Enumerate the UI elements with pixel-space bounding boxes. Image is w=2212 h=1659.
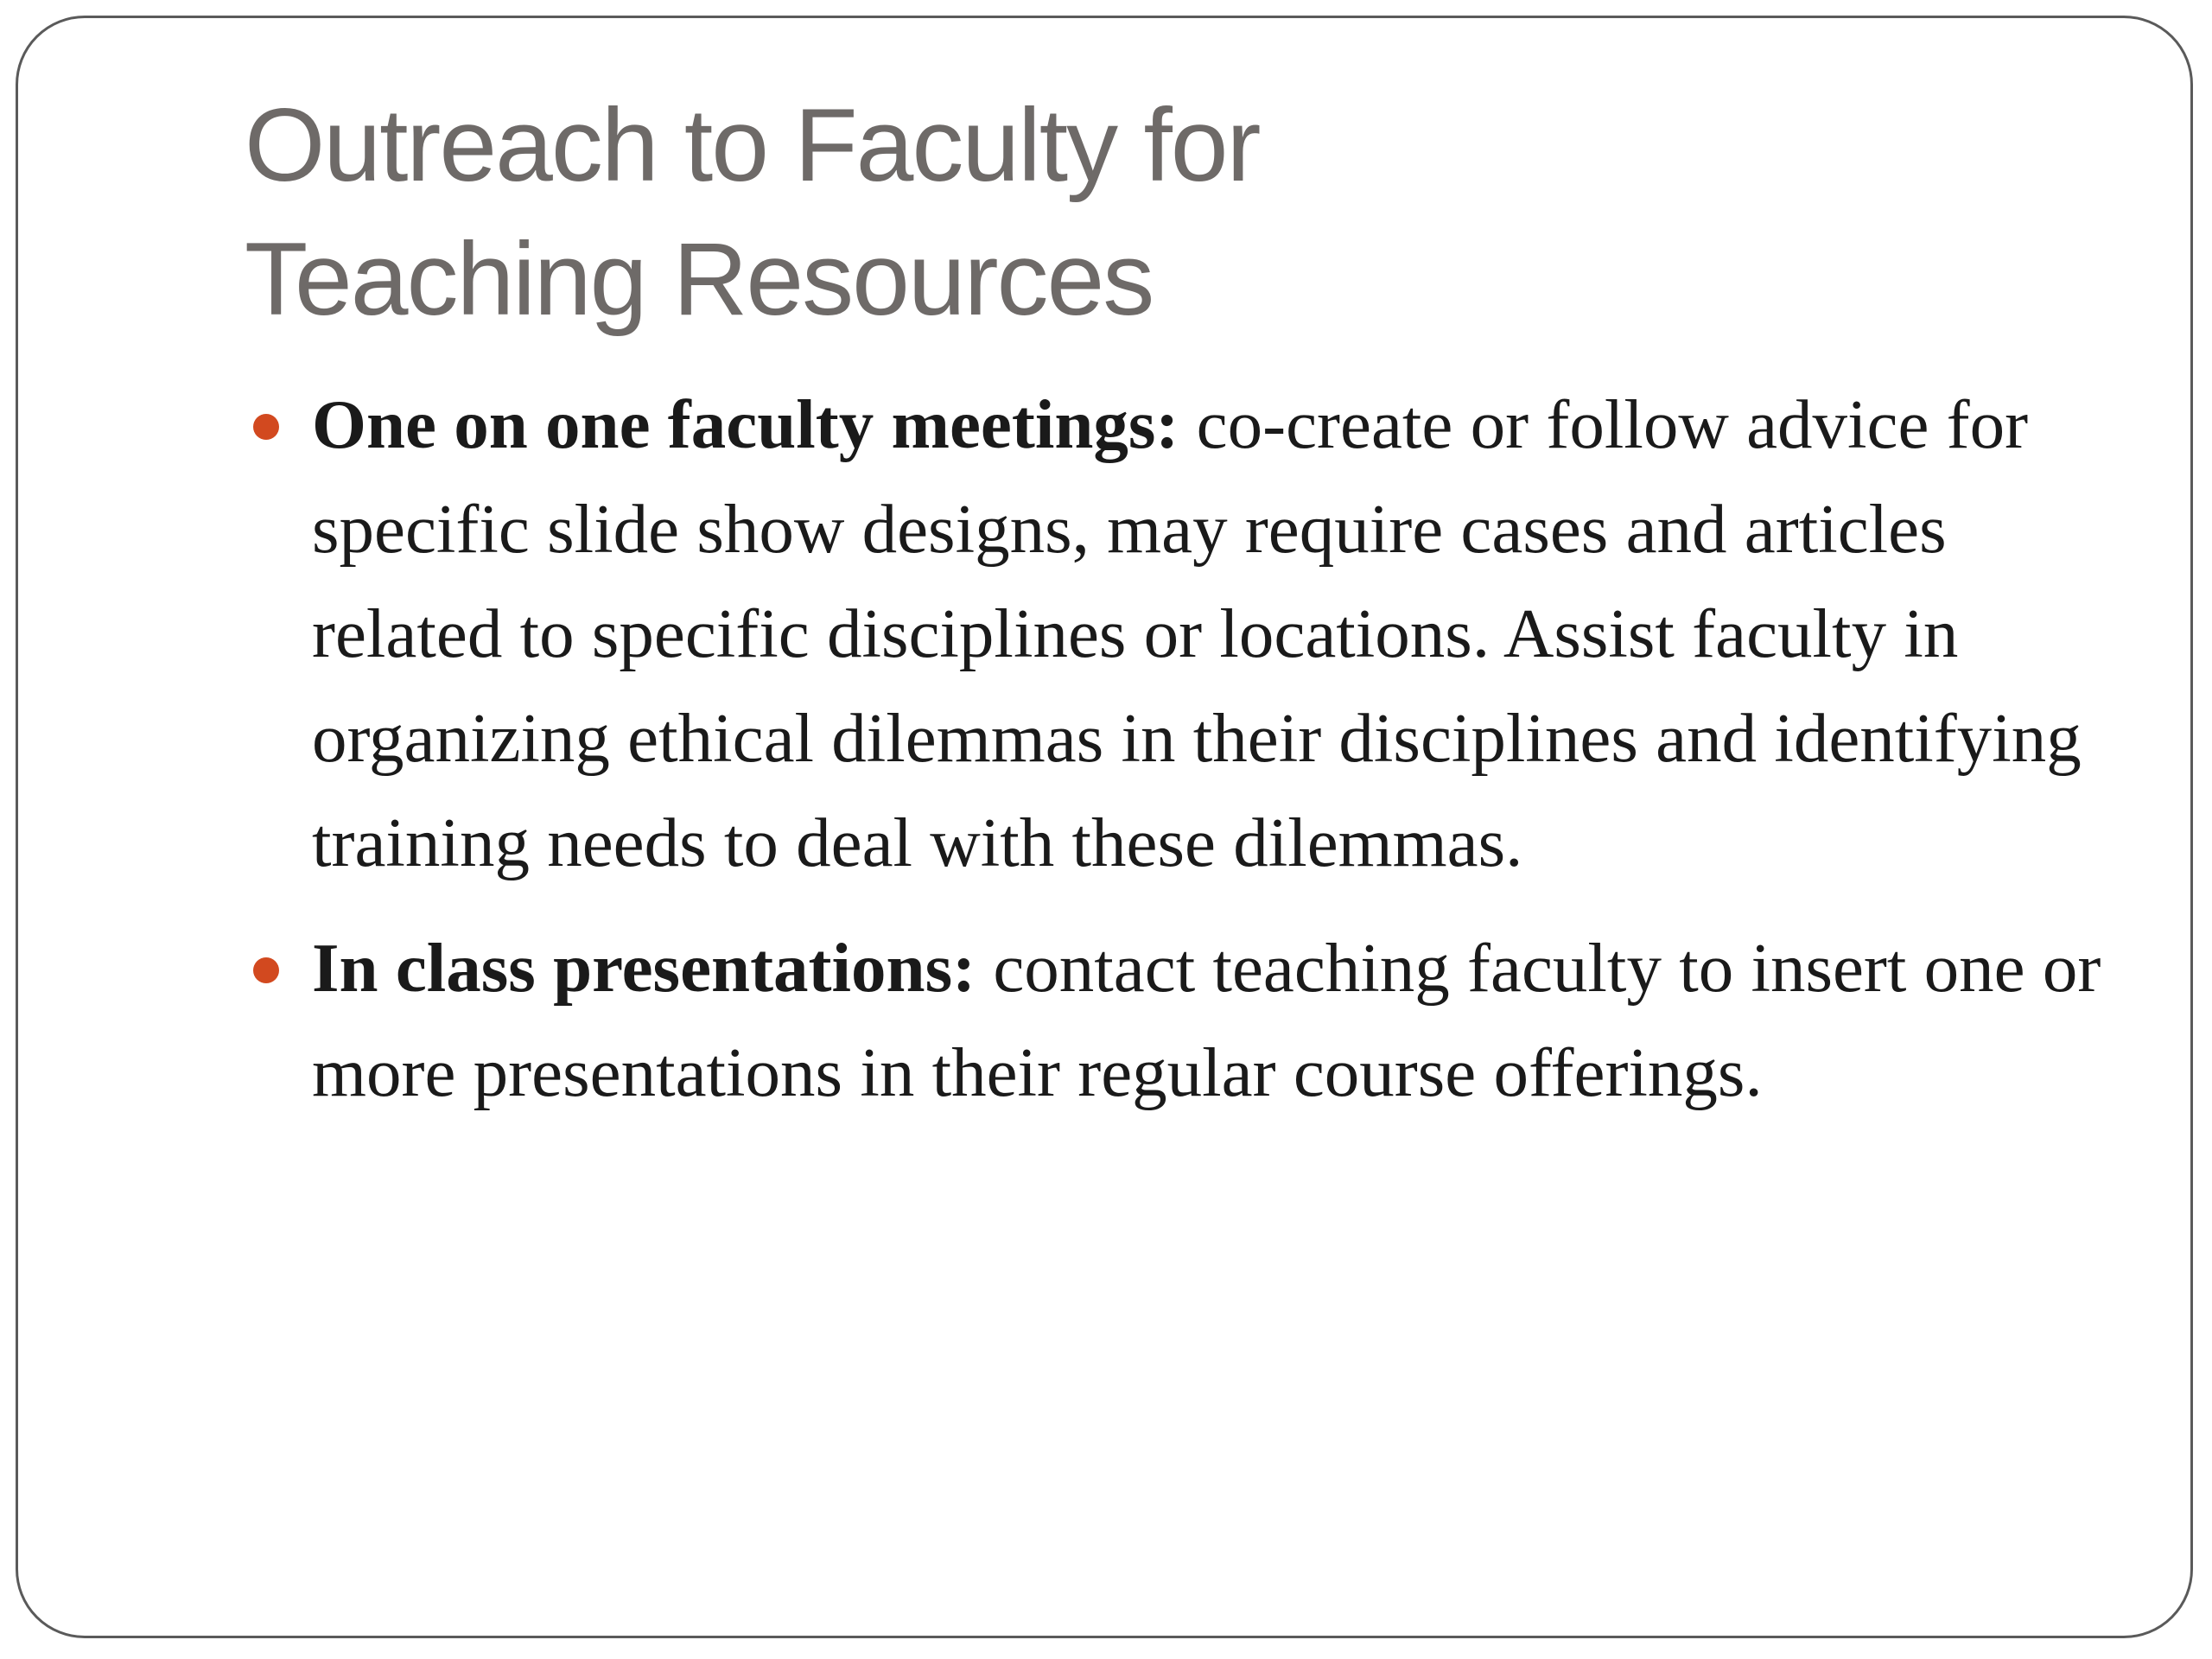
slide-title-line-1: Outreach to Faculty for bbox=[245, 87, 1260, 203]
slide-frame bbox=[16, 16, 2193, 1638]
slide-title-line-2: Teaching Resources bbox=[245, 221, 1154, 337]
bullet-list bbox=[312, 372, 2152, 1146]
bullet-item-class-presentations bbox=[312, 916, 2152, 1125]
slide-title bbox=[245, 79, 1260, 346]
bullet-body: co-create or follow advice for specific slide show designs, may require cases and articles related to specific disciplines or locations. Assist faculty in organizing ethical dilemmas in their disciplines and identifying training needs to deal with these dilemmas. bbox=[312, 385, 2082, 881]
bullet-marker-icon bbox=[253, 414, 279, 440]
bullet-marker-icon bbox=[253, 957, 279, 983]
bullet-heading: In class presentations: bbox=[312, 929, 976, 1007]
bullet-heading: One on one faculty meetings: bbox=[312, 385, 1179, 463]
bullet-item-faculty-meetings bbox=[312, 372, 2152, 895]
bullet-body: contact teaching faculty to insert one or more presentations in their regular course offerings. bbox=[312, 929, 2101, 1111]
